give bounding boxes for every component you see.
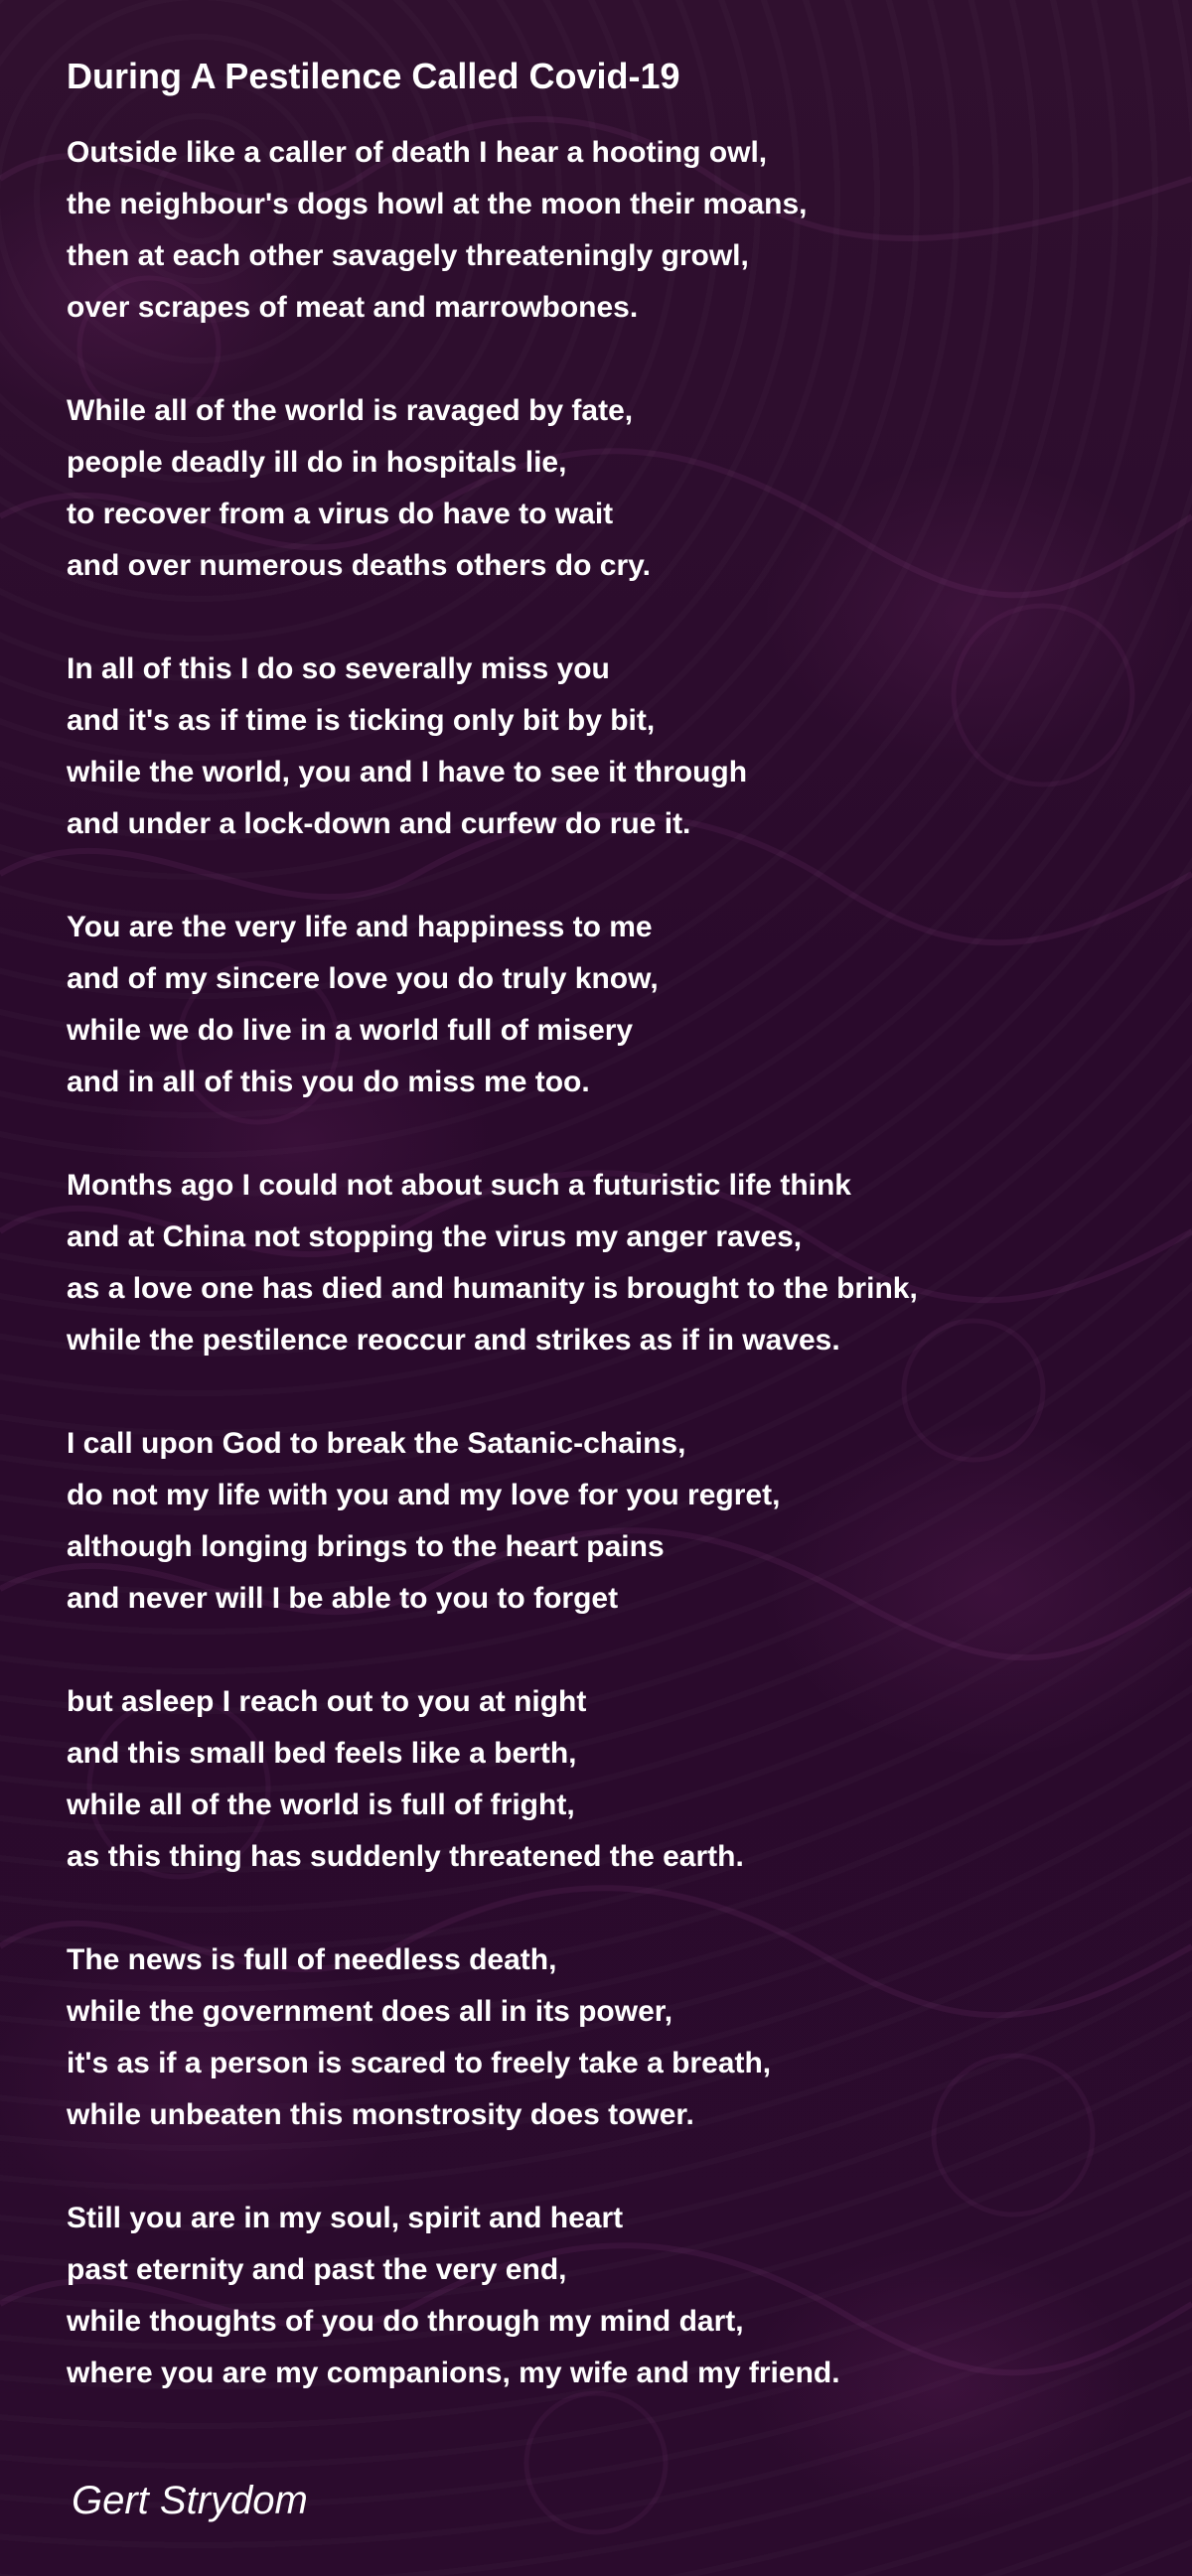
poem-line: to recover from a virus do have to wait bbox=[67, 498, 614, 530]
poem-line: and in all of this you do miss me too. bbox=[67, 1066, 590, 1098]
poem-line: while we do live in a world full of misery bbox=[67, 1014, 634, 1047]
poem-line: and at China not stopping the virus my anger raves, bbox=[67, 1220, 803, 1253]
poem-stanza bbox=[67, 1418, 1139, 1625]
poem-line: people deadly ill do in hospitals lie, bbox=[67, 446, 567, 479]
poem-stanza bbox=[67, 1160, 1139, 1366]
poem-line: In all of this I do so severally miss you bbox=[67, 652, 610, 685]
poem-line: as a love one has died and humanity is brought to the brink, bbox=[67, 1272, 918, 1305]
poem-line: while all of the world is full of fright, bbox=[67, 1789, 575, 1821]
poem-line: then at each other savagely threateningly growl, bbox=[67, 239, 749, 272]
poem-stanza bbox=[67, 2193, 1139, 2399]
poem-line: while the world, you and I have to see it through bbox=[67, 756, 748, 788]
poem-stanza bbox=[67, 644, 1139, 850]
poem-line: and it's as if time is ticking only bit by bit, bbox=[67, 704, 656, 737]
poem-line: while the government does all in its power, bbox=[67, 1995, 673, 2028]
poem-line: where you are my companions, my wife and my friend. bbox=[67, 2357, 840, 2389]
poem-stanza bbox=[67, 127, 1139, 334]
poem-title: During A Pestilence Called Covid-19 bbox=[67, 56, 680, 96]
poem-line: You are the very life and happiness to me bbox=[67, 911, 653, 943]
poem-line: and of my sincere love you do truly know, bbox=[67, 962, 659, 995]
poem-line: Still you are in my soul, spirit and heart bbox=[67, 2202, 624, 2234]
poem-line: The news is full of needless death, bbox=[67, 1943, 557, 1976]
poem-line: although longing brings to the heart pains bbox=[67, 1530, 665, 1563]
poem-container bbox=[67, 50, 1139, 2451]
poem-line: I call upon God to break the Satanic-chains, bbox=[67, 1427, 686, 1460]
poem-line: and under a lock-down and curfew do rue it. bbox=[67, 807, 691, 840]
poem-line: and over numerous deaths others do cry. bbox=[67, 549, 651, 582]
poem-body bbox=[67, 127, 1139, 2399]
poem-line: and never will I be able to you to forget bbox=[67, 1582, 619, 1615]
poem-line: while thoughts of you do through my mind dart, bbox=[67, 2305, 744, 2338]
poem-stanza bbox=[67, 902, 1139, 1108]
poem-line: it's as if a person is scared to freely take a breath, bbox=[67, 2047, 772, 2079]
poem-author: Gert Strydom bbox=[72, 2479, 308, 2522]
poem-stanza bbox=[67, 385, 1139, 592]
poem-line: Outside like a caller of death I hear a hooting owl, bbox=[67, 136, 768, 169]
poem-stanza bbox=[67, 1934, 1139, 2141]
poem-line: do not my life with you and my love for you regret, bbox=[67, 1479, 781, 1511]
poem-line: the neighbour's dogs howl at the moon their moans, bbox=[67, 188, 808, 220]
poem-line: Months ago I could not about such a futuristic life think bbox=[67, 1169, 851, 1202]
poem-line: while the pestilence reoccur and strikes as if in waves. bbox=[67, 1324, 840, 1357]
poem-line: past eternity and past the very end, bbox=[67, 2253, 567, 2286]
poem-line: over scrapes of meat and marrowbones. bbox=[67, 291, 639, 324]
poem-line: while unbeaten this monstrosity does tower. bbox=[67, 2098, 694, 2131]
poem-line: as this thing has suddenly threatened the earth. bbox=[67, 1840, 744, 1873]
poem-line: and this small bed feels like a berth, bbox=[67, 1737, 577, 1770]
poem-line: but asleep I reach out to you at night bbox=[67, 1685, 587, 1718]
poem-stanza bbox=[67, 1676, 1139, 1883]
poem-line: While all of the world is ravaged by fate, bbox=[67, 394, 634, 427]
